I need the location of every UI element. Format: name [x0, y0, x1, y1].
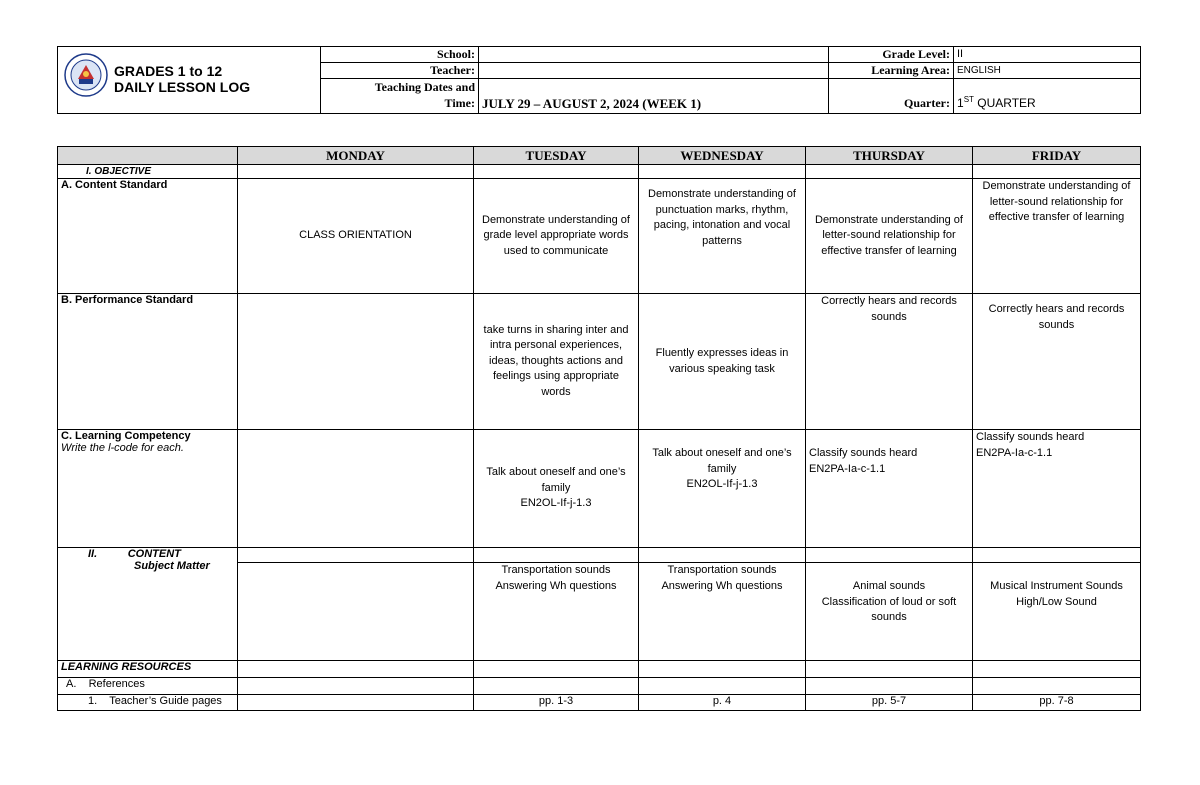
content-standard-monday: CLASS ORIENTATION — [238, 179, 474, 294]
learning-competency-label — [58, 430, 238, 548]
content-thursday-line-2: Classification of loud or soft sounds — [821, 595, 957, 623]
quarter-superscript: ST — [963, 95, 974, 104]
content-friday-line-1: Musical Instrument Sounds — [990, 580, 1123, 592]
learning-competency-title: C. Learning Competency — [61, 430, 191, 442]
references-wednesday — [639, 678, 806, 695]
content-subtitle: Subject Matter — [134, 560, 210, 572]
content-wednesday — [639, 563, 806, 661]
performance-standard-thursday: Correctly hears and records sounds — [806, 294, 973, 430]
quarter-number: 1 — [957, 96, 964, 110]
content-standard-thursday: Demonstrate understanding of letter-sound relationship for effective transfer of learning — [806, 179, 973, 294]
teachers-guide-friday: pp. 7-8 — [973, 695, 1141, 711]
quarter-value[interactable] — [954, 79, 1141, 114]
learning-resources-thursday — [806, 661, 973, 678]
learning-resources-label: LEARNING RESOURCES — [58, 661, 238, 678]
content-thursday — [806, 563, 973, 661]
learning-area-value[interactable]: ENGLISH — [954, 63, 1141, 79]
teachers-guide-wednesday: p. 4 — [639, 695, 806, 711]
grade-level-value[interactable]: II — [954, 47, 1141, 63]
corner-header — [58, 147, 238, 165]
day-header-tuesday: TUESDAY — [474, 147, 639, 165]
title-line-1: GRADES 1 to 12 — [114, 63, 223, 79]
learning-competency-friday-code: EN2PA-Ia-c-1.1 — [976, 446, 1053, 459]
day-header-monday: MONDAY — [238, 147, 474, 165]
references-label: A. References — [58, 678, 238, 695]
content-tuesday — [474, 563, 639, 661]
performance-standard-wednesday: Fluently expresses ideas in various speaking task — [639, 294, 806, 430]
header-table — [57, 46, 1141, 114]
performance-standard-label: B. Performance Standard — [58, 294, 238, 430]
references-thursday — [806, 678, 973, 695]
learning-competency-wednesday-code: EN2OL-If-j-1.3 — [686, 478, 758, 490]
content-wednesday-line-2: Answering Wh questions — [661, 579, 783, 592]
learning-competency-friday — [973, 430, 1141, 548]
content-top-friday — [973, 548, 1141, 563]
learning-resources-tuesday — [474, 661, 639, 678]
learning-resources-monday — [238, 661, 474, 678]
references-friday — [973, 678, 1141, 695]
content-tuesday-line-1: Transportation sounds — [501, 564, 611, 576]
performance-standard-tuesday: take turns in sharing inter and intra personal experiences, ideas, thoughts actions and feelings using appropriate words — [474, 294, 639, 430]
teaching-dates-value[interactable]: JULY 29 – AUGUST 2, 2024 (WEEK 1) — [479, 79, 829, 114]
content-friday-line-2: High/Low Sound — [1016, 595, 1097, 608]
teacher-label: Teacher: — [321, 63, 479, 79]
content-top-monday — [238, 548, 474, 563]
content-standard-friday: Demonstrate understanding of letter-sound relationship for effective transfer of learning — [973, 179, 1141, 294]
learning-competency-thursday — [806, 430, 973, 548]
document-title — [114, 63, 250, 95]
learning-competency-wednesday — [639, 430, 806, 548]
day-header-friday: FRIDAY — [973, 147, 1141, 165]
learning-competency-tuesday-text: Talk about oneself and one’s family — [486, 466, 626, 494]
day-header-wednesday: WEDNESDAY — [639, 147, 806, 165]
day-header-thursday: THURSDAY — [806, 147, 973, 165]
objective-monday — [238, 165, 474, 179]
content-monday — [238, 563, 474, 661]
content-top-thursday — [806, 548, 973, 563]
quarter-word: QUARTER — [977, 96, 1036, 110]
grade-level-label: Grade Level: — [829, 47, 954, 63]
learning-competency-tuesday — [474, 430, 639, 548]
title-cell — [58, 47, 321, 114]
learning-competency-monday — [238, 430, 474, 548]
teachers-guide-tuesday: pp. 1-3 — [474, 695, 639, 711]
teachers-guide-label: 1. Teacher’s Guide pages — [58, 695, 238, 711]
content-wednesday-line-1: Transportation sounds — [667, 564, 777, 576]
school-value[interactable] — [479, 47, 829, 63]
teachers-guide-monday — [238, 695, 474, 711]
objective-tuesday — [474, 165, 639, 179]
content-tuesday-line-2: Answering Wh questions — [495, 579, 617, 592]
learning-competency-subtitle: Write the l-code for each. — [61, 442, 184, 454]
content-top-wednesday — [639, 548, 806, 563]
learning-competency-wednesday-text: Talk about oneself and one’s family — [652, 447, 792, 475]
teaching-dates-label-1: Teaching Dates and — [374, 80, 475, 94]
teaching-dates-label — [321, 79, 479, 114]
deped-seal-icon — [64, 53, 108, 97]
learning-competency-tuesday-code: EN2OL-If-j-1.3 — [520, 497, 592, 510]
teaching-dates-label-2: Time: — [444, 96, 475, 110]
performance-standard-monday — [238, 294, 474, 430]
performance-standard-friday: Correctly hears and records sounds — [973, 294, 1141, 430]
learning-competency-thursday-code: EN2PA-Ia-c-1.1 — [809, 462, 886, 475]
learning-competency-friday-text: Classify sounds heard — [976, 431, 1085, 443]
content-standard-wednesday: Demonstrate understanding of punctuation marks, rhythm, pacing, intonation and vocal patterns — [639, 179, 806, 294]
content-top-tuesday — [474, 548, 639, 563]
teacher-value[interactable] — [479, 63, 829, 79]
learning-resources-wednesday — [639, 661, 806, 678]
content-standard-label: A. Content Standard — [58, 179, 238, 294]
objective-label: I. OBJECTIVE — [58, 165, 238, 179]
objective-friday — [973, 165, 1141, 179]
teachers-guide-thursday: pp. 5-7 — [806, 695, 973, 711]
content-standard-tuesday: Demonstrate understanding of grade level appropriate words used to communicate — [474, 179, 639, 294]
learning-area-label: Learning Area: — [829, 63, 954, 79]
title-line-2: DAILY LESSON LOG — [114, 79, 251, 95]
school-label: School: — [321, 47, 479, 63]
learning-competency-thursday-text: Classify sounds heard — [809, 447, 918, 459]
content-label — [58, 548, 238, 661]
objective-thursday — [806, 165, 973, 179]
objective-wednesday — [639, 165, 806, 179]
quarter-label: Quarter: — [829, 79, 954, 114]
references-tuesday — [474, 678, 639, 695]
learning-resources-friday — [973, 661, 1141, 678]
references-monday — [238, 678, 474, 695]
content-title: II. CONTENT — [88, 548, 181, 560]
content-friday — [973, 563, 1141, 661]
content-thursday-line-1: Animal sounds — [852, 580, 926, 592]
lesson-log-table — [57, 146, 1141, 711]
